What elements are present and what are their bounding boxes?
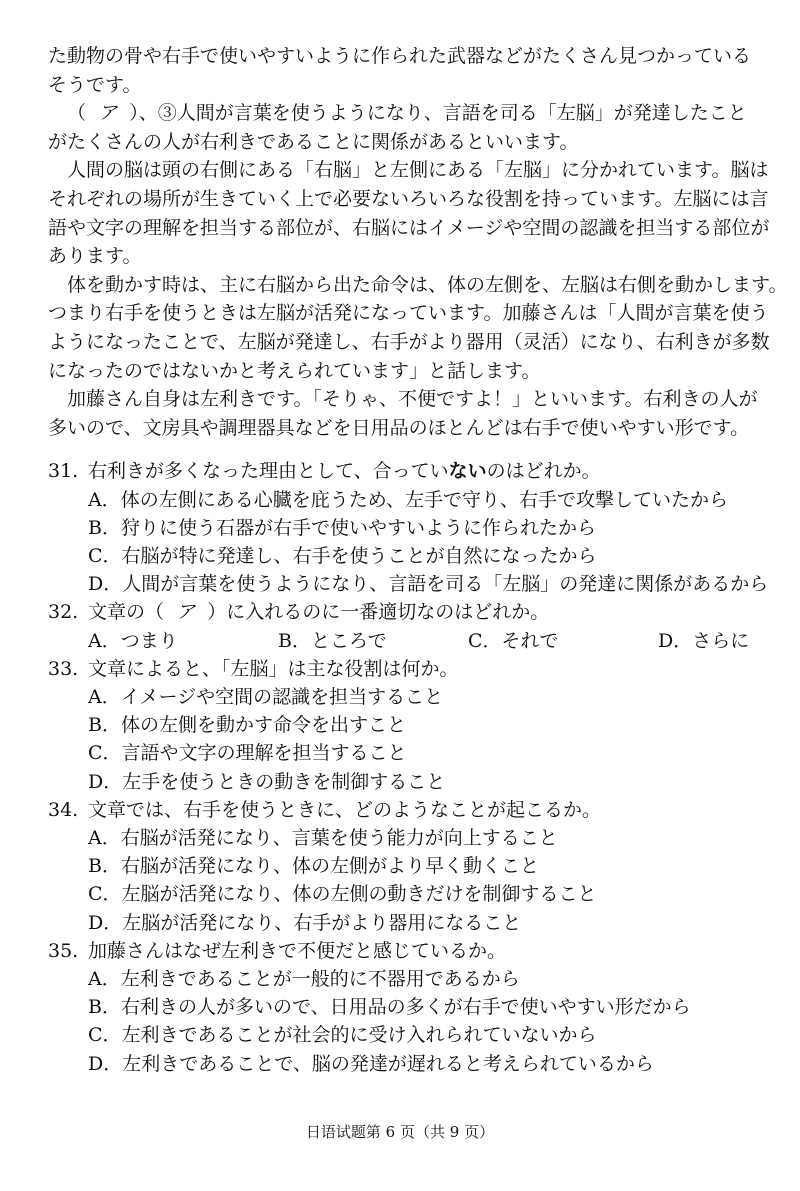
option-b: B．ところで bbox=[278, 629, 387, 652]
stem-text: のはどれか。 bbox=[486, 460, 601, 483]
passage-line: それぞれの場所が生きていく上で必要ないろいろな役割を持っています。左脳には言 bbox=[48, 187, 769, 210]
passage-line: ようになったことで、左脳が発達し、右手がより器用（灵活）になり、右利きが多数 bbox=[48, 330, 770, 353]
question-33 bbox=[48, 655, 760, 796]
passage-line: になったのではないかと考えられています」と話します。 bbox=[48, 359, 541, 382]
option-a: A．右脳が活発になり、言葉を使う能力が向上すること bbox=[88, 826, 558, 849]
passage-line: あります。 bbox=[48, 245, 142, 268]
question-31 bbox=[48, 457, 769, 598]
page-footer: 日语试题第 6 页（共 9 页） bbox=[305, 1123, 495, 1141]
option-a: A．体の左側にある心臓を庇うため、左手で守り、右手で攻撃していたから bbox=[88, 488, 728, 511]
option-c: C．言語や文字の理解を担当すること bbox=[88, 742, 407, 765]
stem-text: 加藤さんはなぜ左利きで不便だと感じているか。 bbox=[88, 939, 507, 962]
option-d: D．人間が言葉を使うようになり、言語を司る「左脳」の発達に関係があるから bbox=[88, 573, 769, 596]
option-c: C．それで bbox=[468, 629, 559, 652]
emphasis-text: ない bbox=[448, 460, 487, 483]
option-c: C．右脳が特に発達し、右手を使うことが自然になったから bbox=[88, 544, 597, 567]
passage-line: 語や文字の理解を担当する部位が、右脳にはイメージや空間の認識を担当する部位が bbox=[48, 216, 770, 239]
stem-text: 右利きが多くなった理由として、合ってい bbox=[88, 460, 449, 483]
option-c: C．左利きであることが社会的に受け入れられていないから bbox=[88, 1024, 597, 1047]
option-a: A．イメージや空間の認識を担当すること bbox=[88, 685, 444, 708]
option-d: D．左利きであることで、脳の発達が遅れると考えられているから bbox=[88, 1052, 654, 1075]
question-stem bbox=[48, 598, 760, 626]
option-a: A．左利きであることが一般的に不器用であるから bbox=[88, 967, 520, 990]
option-c: C．左脳が活発になり、体の左側の動きだけを制御すること bbox=[88, 883, 597, 906]
passage-line: つまり右手を使うときは左脳が活発になっています。加藤さんは「人間が言葉を使う bbox=[48, 302, 769, 325]
paren-open: （ bbox=[67, 102, 87, 125]
question-stem bbox=[48, 457, 760, 485]
option-a: A．つまり bbox=[88, 629, 178, 652]
question-stem bbox=[48, 937, 760, 965]
question-number: 34. bbox=[48, 798, 79, 821]
question-number: 33. bbox=[48, 657, 79, 680]
reading-passage bbox=[48, 42, 788, 442]
option-b: B．右脳が活発になり、体の左側がより早く動くこと bbox=[88, 855, 539, 878]
blank-a: ア bbox=[176, 601, 196, 624]
question-32 bbox=[48, 598, 760, 654]
options-row bbox=[48, 627, 760, 655]
stem-text: 文章では、右手を使うときに、どのようなことが起こるか。 bbox=[88, 798, 602, 821]
option-b: B．体の左側を動かす命令を出すこと bbox=[88, 714, 406, 737]
stem-text: ）に入れるのに一番適切なのはどれか。 bbox=[207, 601, 550, 624]
stem-text: 文章の（ bbox=[88, 601, 165, 624]
passage-line: 加藤さん自身は左利きです。「そりゃ、不便ですよ！」といいます。右利きの人が bbox=[67, 388, 758, 411]
question-stem bbox=[48, 655, 760, 683]
option-b: B．右利きの人が多いので、日用品の多くが右手で使いやすい形だから bbox=[88, 996, 691, 1019]
passage-line: がたくさんの人が右利きであることに関係があるといいます。 bbox=[48, 130, 579, 153]
spacer bbox=[48, 442, 760, 457]
question-stem bbox=[48, 796, 760, 824]
passage-line: そうです。 bbox=[48, 73, 142, 96]
passage-text: ）、③人間が言葉を使うようになり、言語を司る「左脳」が発達したこと bbox=[129, 102, 747, 125]
question-number: 31. bbox=[48, 460, 79, 483]
question-number: 35. bbox=[48, 939, 79, 962]
passage-line: 多いので、文房具や調理器具などを日用品のほとんどは右手で使いやすい形です。 bbox=[48, 416, 750, 439]
option-b: B．狩りに使う石器が右手で使いやすいように作られたから bbox=[88, 516, 596, 539]
question-34 bbox=[48, 796, 760, 937]
option-d: D．左脳が活発になり、右手がより器用になること bbox=[88, 911, 522, 934]
passage-line: 人間の脳は頭の右側にある「右脳」と左側にある「左脳」に分かれています。脳は bbox=[67, 159, 769, 182]
question-number: 32. bbox=[48, 601, 79, 624]
stem-text: 文章によると、「左脳」は主な役割は何か。 bbox=[88, 657, 459, 680]
passage-line: た動物の骨や右手で使いやすいように作られた武器などがたくさん見つかっている bbox=[48, 45, 752, 67]
blank-a: ア bbox=[98, 102, 118, 125]
passage-line-blank bbox=[48, 99, 760, 128]
option-d: D．左手を使うときの動きを制御すること bbox=[88, 770, 446, 793]
exam-page bbox=[48, 42, 788, 1078]
passage-line: 体を動かす時は、主に右脳から出た命令は、体の左側を、左脳は右側を動かします。 bbox=[67, 273, 788, 296]
question-35 bbox=[48, 937, 760, 1078]
option-d: D．さらに bbox=[658, 629, 750, 652]
